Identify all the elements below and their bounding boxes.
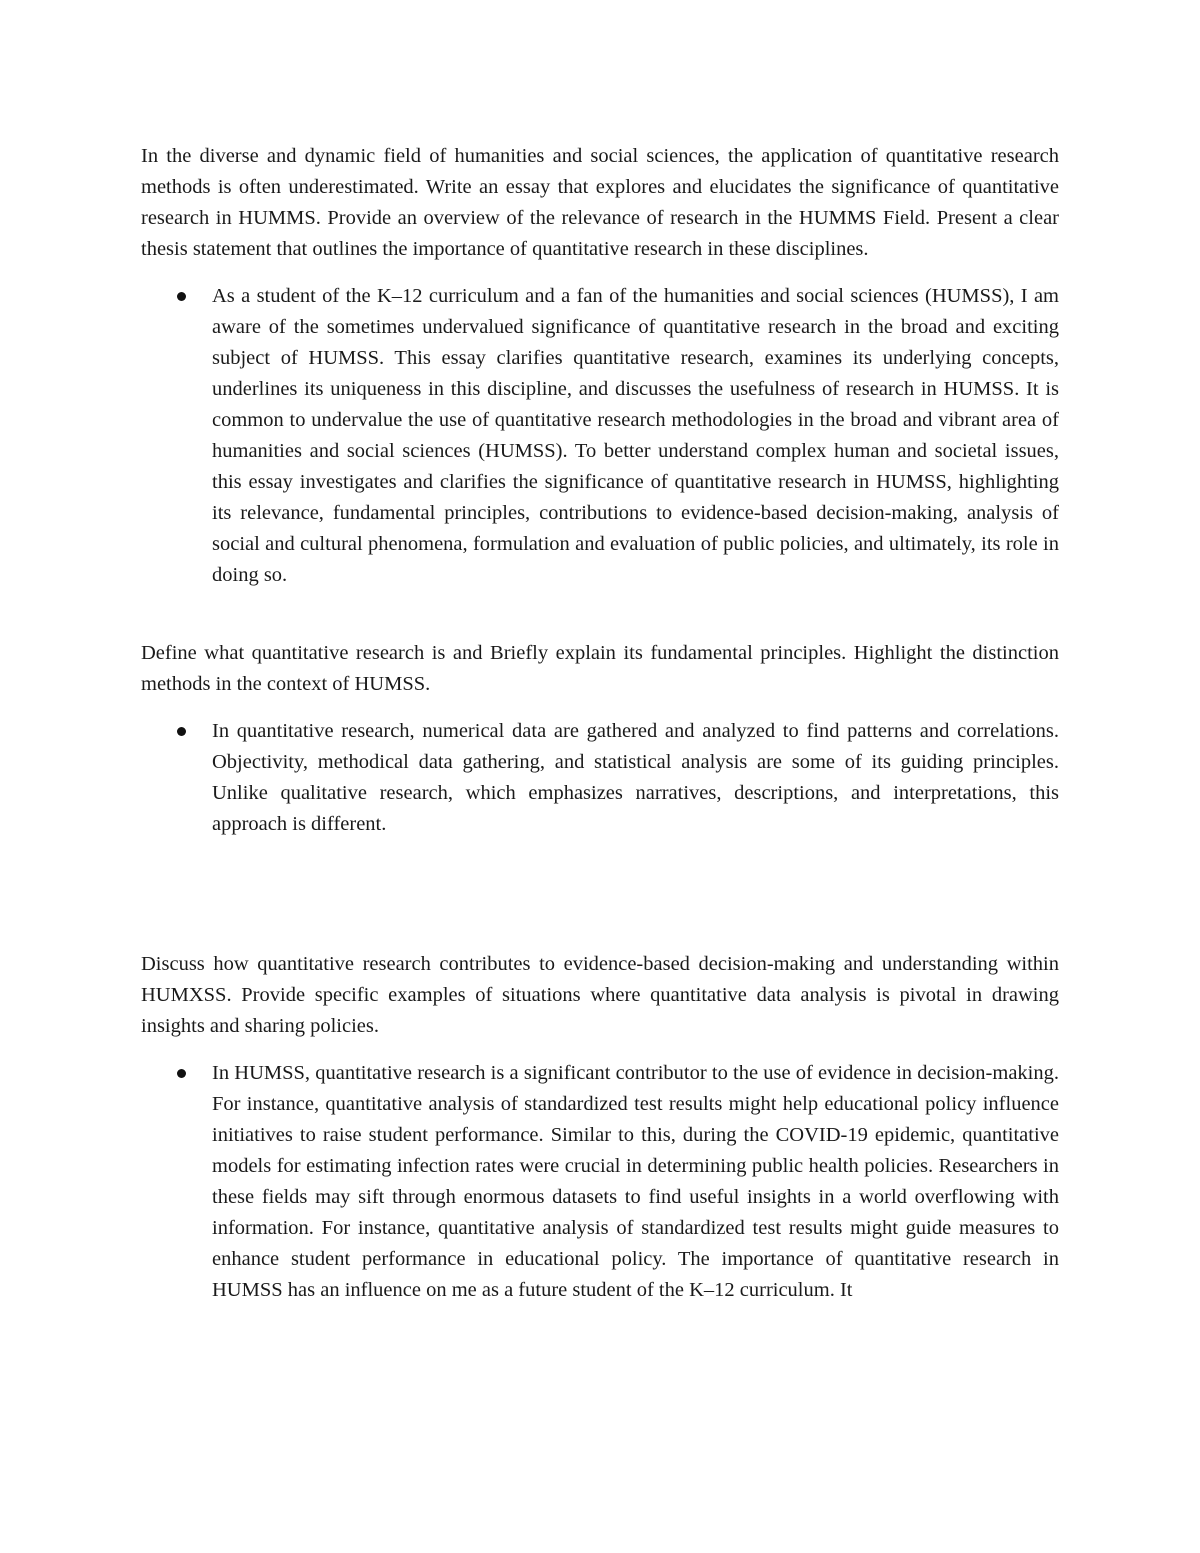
bullet-list xyxy=(141,281,1059,591)
bullet-icon xyxy=(177,727,186,736)
prompt-paragraph: In the diverse and dynamic field of humanities and social sciences, the application of quantitative research methods is often underestimated. Write an essay that explores and elucidates the significance of quantitative research in HUMMS. Provide an overview of the relevance of research in the HUMMS Field. Present a clear thesis statement that outlines the importance of quantitative research in these disciplines. xyxy=(141,145,1059,260)
prompt-paragraph: Define what quantitative research is and Briefly explain its fundamental principles. Highlight the distinction methods in the context of HUMSS. xyxy=(141,642,1059,695)
list-item xyxy=(141,281,1059,591)
bullet-icon xyxy=(177,292,186,301)
bullet-list xyxy=(141,1058,1059,1306)
section-thesis xyxy=(141,141,1059,591)
section-evidence xyxy=(141,949,1059,1306)
prompt-paragraph: Discuss how quantitative research contributes to evidence-based decision-making and understanding within HUMXSS. Provide specific examples of situations where quantitative data analysis is pivotal in drawing insights and sharing policies. xyxy=(141,953,1059,1037)
list-item xyxy=(141,716,1059,840)
section-definition xyxy=(141,638,1059,840)
answer-text: In quantitative research, numerical data are gathered and analyzed to find patterns and correlations. Objectivity, methodical data gathering, and statistical analysis are some of its guiding principles. Unlike qualitative research, which emphasizes narratives, descriptions, and interpretations, this approach is different. xyxy=(212,720,1059,835)
list-item xyxy=(141,1058,1059,1306)
answer-text: In HUMSS, quantitative research is a significant contributor to the use of evidence in decision-making. For instance, quantitative analysis of standardized test results might help educational policy influence initiatives to raise student performance. Similar to this, during the COVID-19 epidemic, quantitative models for estimating infection rates were crucial in determining public health policies. Researchers in these fields may sift through enormous datasets to find useful insights in a world overflowing with information. For instance, quantitative analysis of standardized test results might guide measures to enhance student performance in educational policy. The importance of quantitative research in HUMSS has an influence on me as a future student of the K–12 curriculum. It xyxy=(212,1062,1059,1301)
bullet-list xyxy=(141,716,1059,840)
answer-text: As a student of the K–12 curriculum and a fan of the humanities and social sciences (HUMSS), I am aware of the sometimes undervalued significance of quantitative research in the broad and exciting subject of HUMSS. This essay clarifies quantitative research, examines its underlying concepts, underlines its uniqueness in this discipline, and discusses the usefulness of research in HUMSS. It is common to undervalue the use of quantitative research methodologies in the broad and vibrant area of humanities and social sciences (HUMSS). To better understand complex human and societal issues, this essay investigates and clarifies the significance of quantitative research in HUMSS, highlighting its relevance, fundamental principles, contributions to evidence-based decision-making, analysis of social and cultural phenomena, formulation and evaluation of public policies, and ultimately, its role in doing so. xyxy=(212,285,1059,586)
document-page xyxy=(141,141,1059,1306)
bullet-icon xyxy=(177,1069,186,1078)
